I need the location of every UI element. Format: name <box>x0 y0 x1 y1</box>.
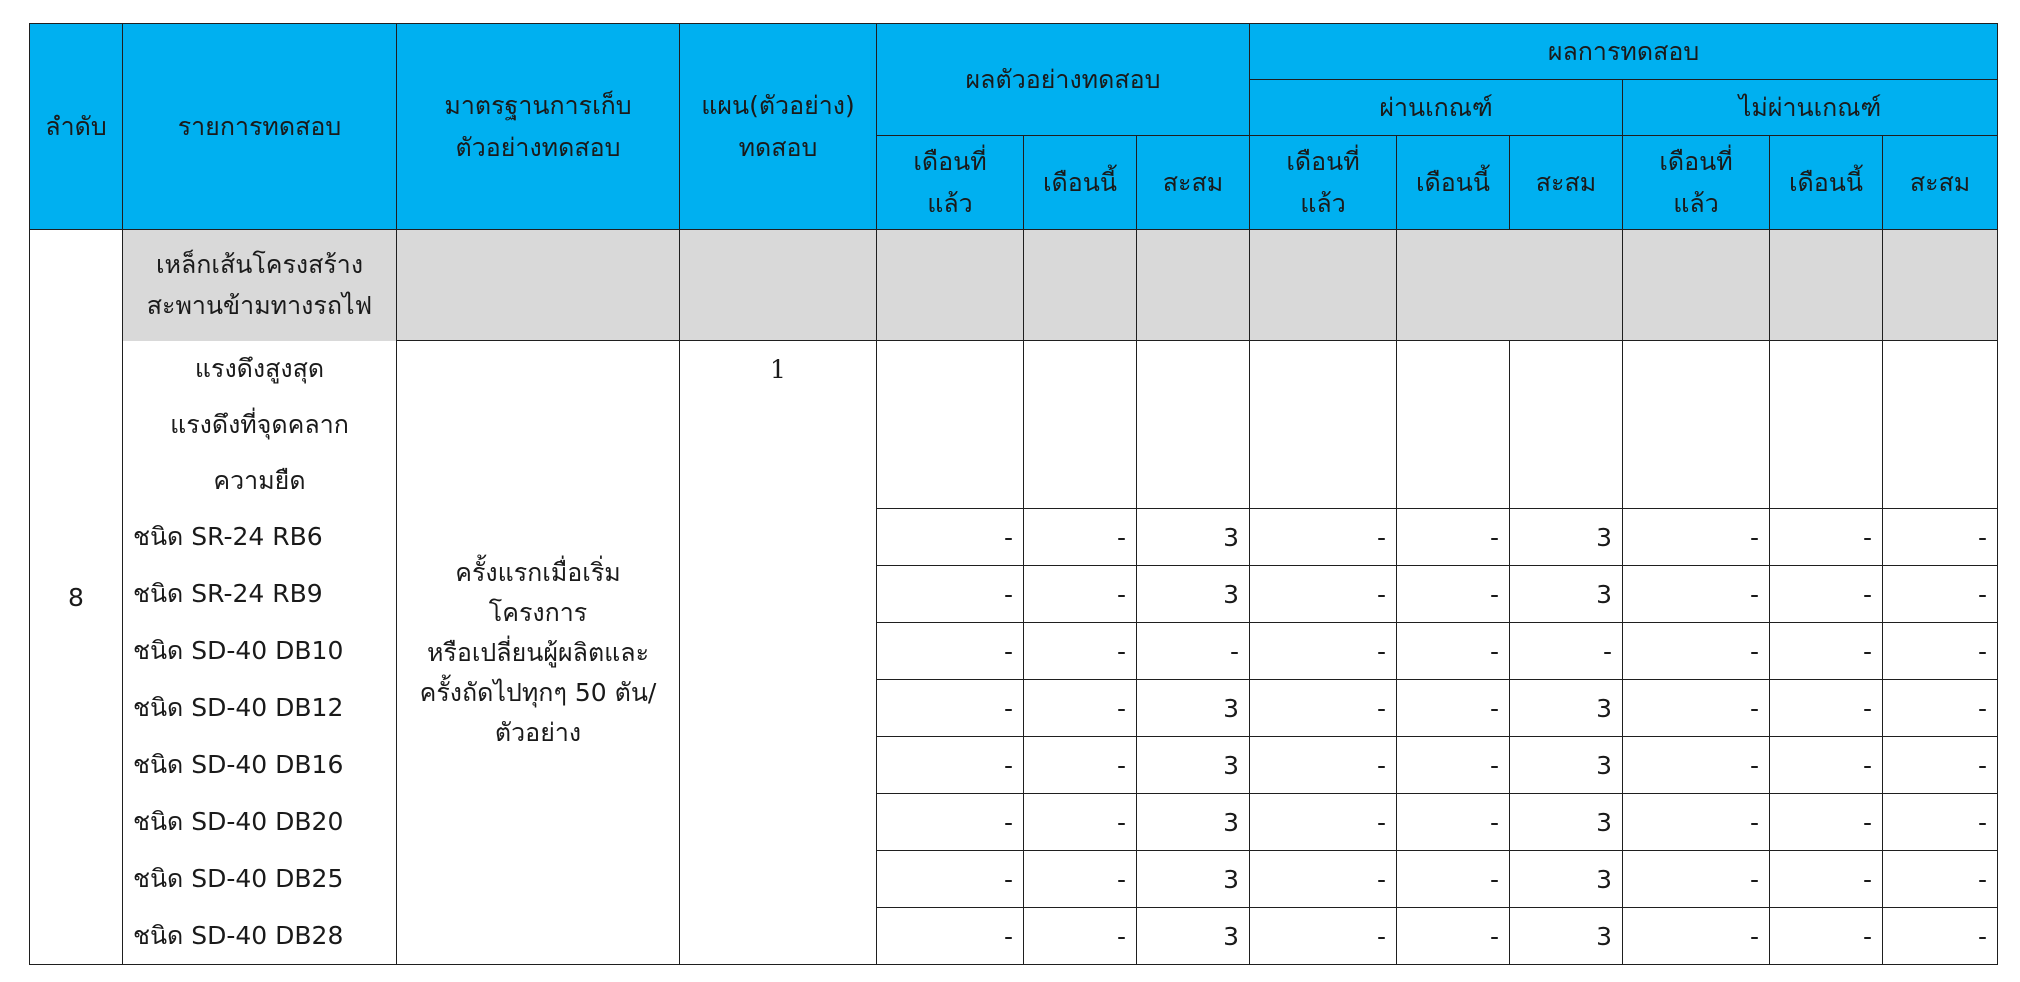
pass-cumulative-value: 3 <box>1510 908 1623 965</box>
property-label: ความยืด <box>123 453 397 509</box>
pass-this-month-value: - <box>1397 851 1510 908</box>
header-sample-result: ผลตัวอย่างทดสอบ <box>877 24 1250 136</box>
last-month-line2: แล้ว <box>1673 188 1719 218</box>
plan-value: 1 <box>680 341 877 965</box>
pass-last-month-value: - <box>1250 566 1397 623</box>
sample-cumulative-value: 3 <box>1137 680 1250 737</box>
header-standard-line2: ตัวอย่างทดสอบ <box>455 132 621 162</box>
standard-description <box>397 341 680 965</box>
sample-last-month-value: - <box>877 566 1024 623</box>
blank-cell <box>1883 341 1998 509</box>
sample-last-month-value: - <box>877 737 1024 794</box>
sample-this-month-value: - <box>1024 509 1137 566</box>
fail-this-month-value: - <box>1770 680 1883 737</box>
header-plan <box>680 24 877 230</box>
last-month-line2: แล้ว <box>1300 188 1346 218</box>
sample-cumulative-value: 3 <box>1137 908 1250 965</box>
last-month-line1: เดือนที่ <box>913 147 987 177</box>
pass-cumulative-value: 3 <box>1510 680 1623 737</box>
last-month-line2: แล้ว <box>927 188 973 218</box>
pass-this-month-value: - <box>1397 737 1510 794</box>
fail-this-month-value: - <box>1770 623 1883 680</box>
pass-last-month-value: - <box>1250 737 1397 794</box>
header-fail-last-month <box>1623 136 1770 230</box>
section-cell <box>1623 230 1770 341</box>
standard-line: ครั้งแรกเมื่อเริ่มโครงการ <box>455 557 621 627</box>
section-cell <box>1250 230 1397 341</box>
row-type-label: ชนิด SR-24 RB6 <box>123 509 397 566</box>
sample-last-month-value: - <box>877 794 1024 851</box>
property-label: แรงดึงที่จุดคลาก <box>123 397 397 453</box>
section-cell <box>877 230 1024 341</box>
header-pass: ผ่านเกณฑ์ <box>1250 80 1623 136</box>
header-fail-this-month: เดือนนี้ <box>1770 136 1883 230</box>
sample-last-month-value: - <box>877 509 1024 566</box>
blank-cell <box>1397 341 1510 509</box>
sample-this-month-value: - <box>1024 794 1137 851</box>
pass-cumulative-value: 3 <box>1510 509 1623 566</box>
sample-cumulative-value: 3 <box>1137 566 1250 623</box>
fail-cumulative-value: - <box>1883 737 1998 794</box>
blank-cell <box>1623 341 1770 509</box>
header-standard-line1: มาตรฐานการเก็บ <box>444 91 632 121</box>
header-fail: ไม่ผ่านเกณฑ์ <box>1623 80 1998 136</box>
fail-this-month-value: - <box>1770 851 1883 908</box>
last-month-line1: เดือนที่ <box>1286 147 1360 177</box>
sample-cumulative-value: 3 <box>1137 737 1250 794</box>
fail-last-month-value: - <box>1623 623 1770 680</box>
blank-cell <box>1250 341 1397 509</box>
sample-this-month-value: - <box>1024 908 1137 965</box>
header-sample-this-month: เดือนนี้ <box>1024 136 1137 230</box>
fail-cumulative-value: - <box>1883 566 1998 623</box>
fail-last-month-value: - <box>1623 794 1770 851</box>
fail-cumulative-value: - <box>1883 794 1998 851</box>
fail-this-month-value: - <box>1770 737 1883 794</box>
pass-this-month-value: - <box>1397 680 1510 737</box>
row-type-label: ชนิด SD-40 DB25 <box>123 851 397 908</box>
blank-cell <box>1510 341 1623 509</box>
section-cell <box>680 230 877 341</box>
fail-this-month-value: - <box>1770 908 1883 965</box>
sample-last-month-value: - <box>877 623 1024 680</box>
blank-cell <box>1137 341 1250 509</box>
header-pass-this-month: เดือนนี้ <box>1397 136 1510 230</box>
fail-this-month-value: - <box>1770 794 1883 851</box>
row-type-label: ชนิด SD-40 DB10 <box>123 623 397 680</box>
header-plan-line2: ทดสอบ <box>738 132 818 162</box>
header-pass-last-month <box>1250 136 1397 230</box>
fail-last-month-value: - <box>1623 908 1770 965</box>
fail-last-month-value: - <box>1623 737 1770 794</box>
fail-last-month-value: - <box>1623 680 1770 737</box>
sample-this-month-value: - <box>1024 851 1137 908</box>
sample-this-month-value: - <box>1024 623 1137 680</box>
row-type-label: ชนิด SR-24 RB9 <box>123 566 397 623</box>
header-test-item: รายการทดสอบ <box>123 24 397 230</box>
header-sample-cumulative: สะสม <box>1137 136 1250 230</box>
sample-this-month-value: - <box>1024 566 1137 623</box>
sample-cumulative-value: - <box>1137 623 1250 680</box>
sample-this-month-value: - <box>1024 680 1137 737</box>
pass-last-month-value: - <box>1250 509 1397 566</box>
sample-last-month-value: - <box>877 680 1024 737</box>
fail-last-month-value: - <box>1623 851 1770 908</box>
pass-last-month-value: - <box>1250 851 1397 908</box>
sample-this-month-value: - <box>1024 737 1137 794</box>
sample-last-month-value: - <box>877 908 1024 965</box>
sample-cumulative-value: 3 <box>1137 509 1250 566</box>
row-type-label: ชนิด SD-40 DB28 <box>123 908 397 965</box>
header-pass-cumulative: สะสม <box>1510 136 1623 230</box>
header-plan-line1: แผน(ตัวอย่าง) <box>701 91 855 121</box>
test-results-table <box>29 23 1998 965</box>
fail-cumulative-value: - <box>1883 509 1998 566</box>
pass-cumulative-value: - <box>1510 623 1623 680</box>
pass-this-month-value: - <box>1397 794 1510 851</box>
fail-cumulative-value: - <box>1883 623 1998 680</box>
standard-line: ครั้งถัดไปทุกๆ 50 ตัน/ <box>419 677 657 707</box>
last-month-line1: เดือนที่ <box>1659 147 1733 177</box>
section-cell <box>1024 230 1137 341</box>
pass-this-month-value: - <box>1397 509 1510 566</box>
section-cell <box>1397 230 1510 341</box>
sample-last-month-value: - <box>877 851 1024 908</box>
fail-last-month-value: - <box>1623 509 1770 566</box>
property-label: แรงดึงสูงสุด <box>123 341 397 397</box>
pass-last-month-value: - <box>1250 908 1397 965</box>
sample-cumulative-value: 3 <box>1137 851 1250 908</box>
pass-cumulative-value: 3 <box>1510 794 1623 851</box>
standard-line: ตัวอย่าง <box>494 717 582 747</box>
pass-last-month-value: - <box>1250 794 1397 851</box>
row-type-label: ชนิด SD-40 DB12 <box>123 680 397 737</box>
header-seq: ลำดับ <box>30 24 123 230</box>
row-type-label: ชนิด SD-40 DB20 <box>123 794 397 851</box>
fail-last-month-value: - <box>1623 566 1770 623</box>
pass-cumulative-value: 3 <box>1510 566 1623 623</box>
section-cell <box>1770 230 1883 341</box>
section-cell <box>1883 230 1998 341</box>
pass-cumulative-value: 3 <box>1510 851 1623 908</box>
header-standard <box>397 24 680 230</box>
pass-this-month-value: - <box>1397 623 1510 680</box>
blank-cell <box>877 341 1024 509</box>
pass-last-month-value: - <box>1250 623 1397 680</box>
pass-last-month-value: - <box>1250 680 1397 737</box>
fail-cumulative-value: - <box>1883 851 1998 908</box>
section-cell <box>1137 230 1250 341</box>
blank-cell <box>1024 341 1137 509</box>
pass-this-month-value: - <box>1397 908 1510 965</box>
fail-this-month-value: - <box>1770 566 1883 623</box>
sample-cumulative-value: 3 <box>1137 794 1250 851</box>
fail-cumulative-value: - <box>1883 680 1998 737</box>
fail-cumulative-value: - <box>1883 908 1998 965</box>
standard-line: หรือเปลี่ยนผู้ผลิตและ <box>426 637 650 667</box>
header-fail-cumulative: สะสม <box>1883 136 1998 230</box>
item-title-line2: สะพานข้ามทางรถไฟ <box>146 291 373 321</box>
blank-cell <box>1770 341 1883 509</box>
item-title <box>123 230 397 341</box>
pass-this-month-value: - <box>1397 566 1510 623</box>
header-test-result: ผลการทดสอบ <box>1250 24 1998 80</box>
pass-cumulative-value: 3 <box>1510 737 1623 794</box>
item-title-line1: เหล็กเส้นโครงสร้าง <box>155 250 364 279</box>
header-sample-last-month <box>877 136 1024 230</box>
row-type-label: ชนิด SD-40 DB16 <box>123 737 397 794</box>
fail-this-month-value: - <box>1770 509 1883 566</box>
section-cell <box>1510 230 1623 341</box>
item-number: 8 <box>30 230 123 965</box>
section-cell <box>397 230 680 341</box>
